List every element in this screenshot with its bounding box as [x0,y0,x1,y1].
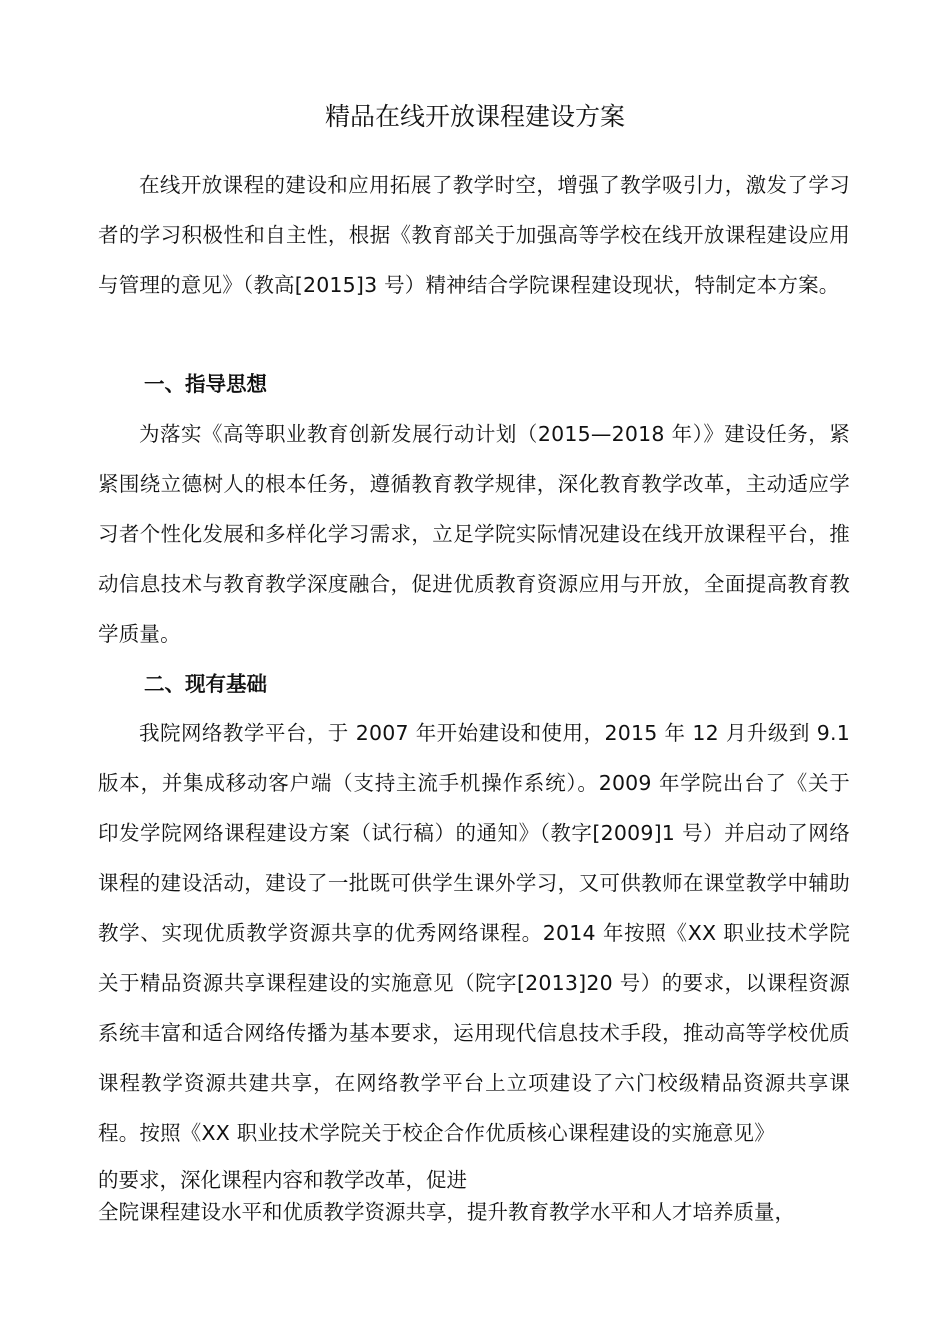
document-title: 精品在线开放课程建设方案 [324,102,625,131]
guiding-ideology-paragraph: 为落实《高等职业教育创新发展行动计划（2015—2018 年）》建设任务，紧紧围绕立德树人的根本任务，遵循教育教学规律，深化教育教学改革，主动适应学习者个性化发展和多样化学习需求，立足学院实际情况建设在线开放课程平台，推动信息技术与教育教学深度融合，促进优质教育资源应用与开放，全面提高教育教学质量。 [98,422,850,646]
existing-foundation-paragraph: 我院网络教学平台，于 2007 年开始建设和使用，2015 年 12 月升级到 9.1 版本，并集成移动客户端（支持主流手机操作系统）。2009 年学院出台了《关于印发学院网络课程建设方案（试行稿）的通知》（教字[2009]1 号）并启动了网络课程的建设活动，建设了一批既可供学生课外学习，又可供教师在课堂教学中辅助教学、实现优质教学资源共享的优秀网络课程。2014 年按照《XX 职业技术学院关于精品资源共享课程建设的实施意见（院字[2013]20 号）的要求，以课程资源系统丰富和适合网络传播为基本要求，运用现代信息技术手段，推动高等学校优质课程教学资源共建共享，在网络教学平台上立项建设了六门校级精品资源共享课程。按照《XX 职业技术学院关于校企合作优质核心课程建设的实施意见》 [98,721,850,1145]
section-heading-guiding-ideology: 一、指导思想 [144,372,267,396]
continuation-line: 的要求，深化课程内容和教学改革，促进 [98,1168,467,1192]
intro-paragraph: 在线开放课程的建设和应用拓展了教学时空，增强了教学吸引力，激发了学习者的学习积极性和自主性，根据《教育部关于加强高等学校在线开放课程建设应用与管理的意见》（教高[2015]3 号）精神结合学院课程建设现状，特制定本方案。 [98,173,850,297]
section-heading-existing-foundation: 二、现有基础 [144,672,267,696]
continuation-line: 全院课程建设水平和优质教学资源共享，提升教育教学水平和人才培养质量， [98,1200,795,1224]
